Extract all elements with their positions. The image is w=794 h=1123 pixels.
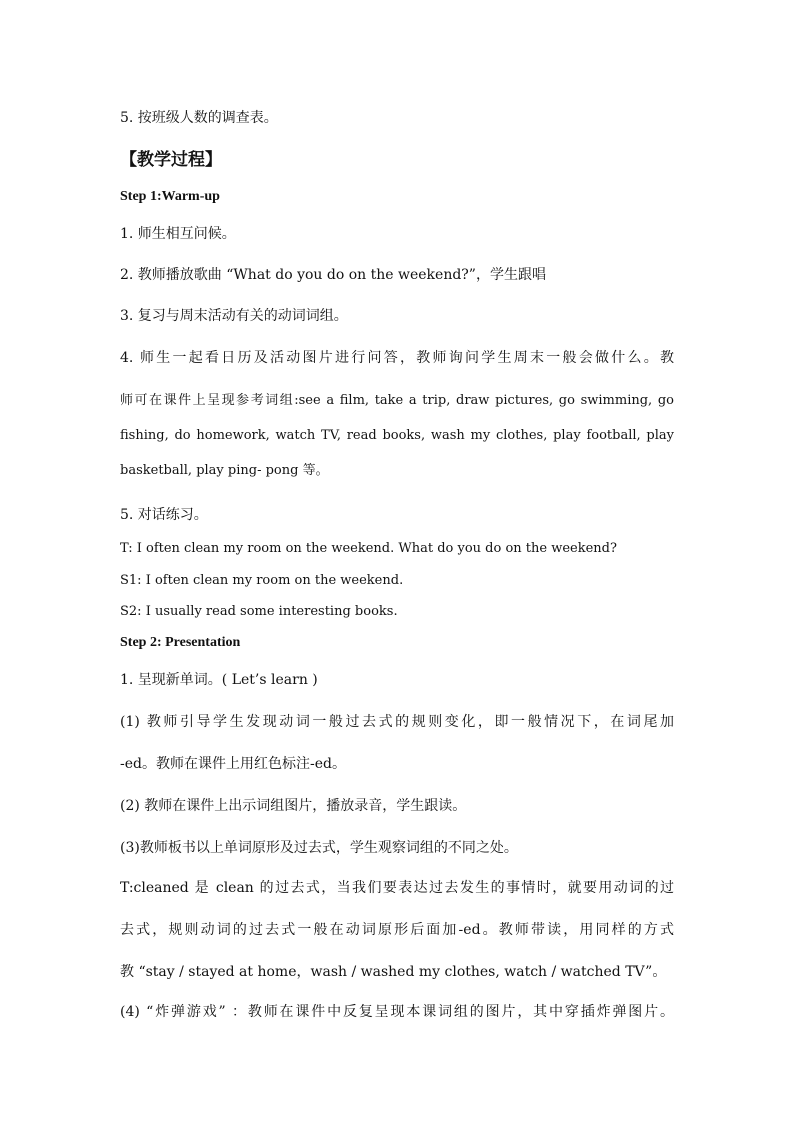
step1-item-4-line3: fishing, do homework, watch TV, read books, wash my clothes, play football, play (120, 428, 674, 443)
step2-item-1: 1. 呈现新单词。( Let’s learn ) (120, 672, 318, 688)
step2-item-1-1-line1: (1) 教师引导学生发现动词一般过去式的规则变化，即一般情况下，在词尾加 (120, 714, 674, 730)
step1-item-4-line1: 4. 师生一起看日历及活动图片进行问答，教师询问学生周末一般会做什么。教 (120, 350, 674, 366)
step1-item-4-line4: basketball, play ping- pong 等。 (120, 463, 329, 478)
step2-title: Step 2: Presentation (120, 635, 241, 650)
step2-explain-line1: T:cleaned 是 clean 的过去式，当我们要表达过去发生的事情时，就要用动词的过 (120, 880, 674, 896)
dialogue-line-s2: S2: I usually read some interesting books. (120, 604, 398, 619)
step2-explain-line3: 教 “stay / stayed at home，wash / washed my clothes, watch / watched TV”。 (120, 964, 667, 980)
step2-item-1-3: (3)教师板书以上单词原形及过去式，学生观察词组的不同之处。 (120, 840, 518, 856)
dialogue-line-s1: S1: I often clean my room on the weekend. (120, 573, 404, 588)
step2-explain-line2: 去式，规则动词的过去式一般在动词原形后面加-ed。教师带读，用同样的方式 (120, 922, 674, 938)
materials-item-5: 5. 按班级人数的调查表。 (120, 110, 278, 126)
step2-item-1-4: (4) “炸弹游戏” ：教师在课件中反复呈现本课词组的图片，其中穿插炸弹图片。 (120, 1004, 674, 1020)
dialogue-line-teacher: T: I often clean my room on the weekend. What do you do on the weekend? (120, 541, 617, 556)
section-heading: 【教学过程】 (120, 150, 222, 170)
step1-item-2: 2. 教师播放歌曲 “What do you do on the weekend?”，学生跟唱 (120, 267, 546, 283)
step1-item-5: 5. 对话练习。 (120, 507, 208, 523)
step1-item-4-line2: 师可在课件上呈现参考词组:see a film, take a trip, draw pictures, go swimming, go (120, 393, 674, 408)
step2-item-1-2: (2) 教师在课件上出示词组图片，播放录音，学生跟读。 (120, 798, 467, 814)
step1-item-3: 3. 复习与周末活动有关的动词词组。 (120, 308, 348, 324)
step1-title: Step 1:Warm-up (120, 189, 220, 204)
step2-item-1-1-line2: -ed。教师在课件上用红色标注-ed。 (120, 756, 346, 772)
step1-item-1: 1. 师生相互问候。 (120, 226, 236, 242)
